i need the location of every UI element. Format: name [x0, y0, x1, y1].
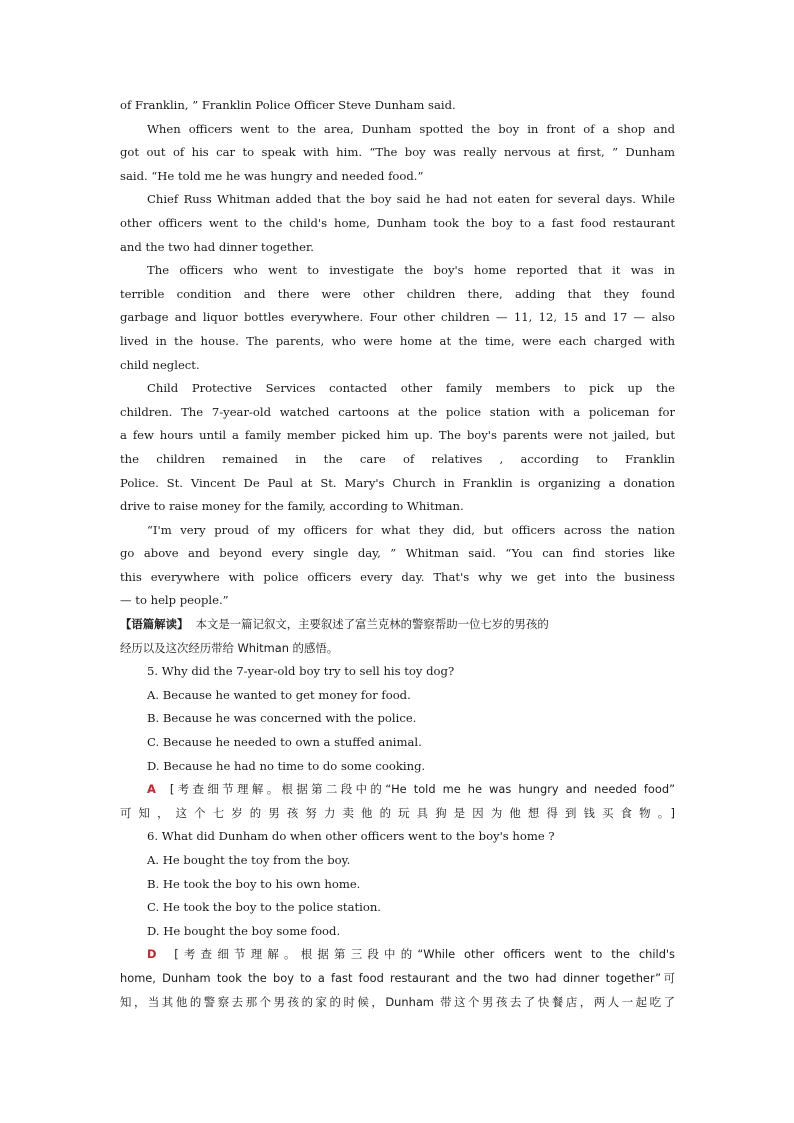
- passage-line: said. “He told me he was hungry and needed food.”: [120, 168, 424, 183]
- answer-option: D. Because he had no time to do some cooking.: [147, 758, 426, 773]
- document-page: [120, 94, 675, 1014]
- reading-note-line-1: [120, 613, 675, 637]
- passage-line: the children remained in the care of relatives , according to Franklin: [120, 451, 675, 466]
- passage-line: Police. St. Vincent De Paul at St. Mary's Church in Franklin is organizing a donation: [120, 475, 675, 490]
- passage-line: a few hours until a family member picked him up. The boy's parents were not jailed, but: [120, 428, 675, 443]
- passage-line: child neglect.: [120, 357, 200, 372]
- answer-option: B. Because he was concerned with the police.: [147, 711, 417, 726]
- reading-note-line-2: 经历以及这次经历带给 Whitman 的感悟。: [120, 640, 339, 655]
- passage-line: — to help people.”: [120, 593, 229, 608]
- answer-option: B. He took the boy to his own home.: [147, 876, 361, 891]
- answer-option: C. Because he needed to own a stuffed animal.: [147, 735, 422, 750]
- passage-line: Chief Russ Whitman added that the boy said he had not eaten for several days. While: [147, 192, 675, 207]
- explanation-line: [120, 778, 675, 802]
- question-block: [120, 660, 675, 825]
- explanation-line: 可知，这个七岁的男孩努力卖他的玩具狗是因为他想得到钱买食物。]: [120, 805, 675, 820]
- answer-option: A. Because he wanted to get money for food.: [147, 687, 411, 702]
- answer-key: A: [147, 782, 156, 797]
- questions: [120, 660, 675, 1014]
- answer-option: C. He took the boy to the police station.: [147, 900, 381, 915]
- passage-line: When officers went to the area, Dunham spotted the boy in front of a shop and: [147, 121, 675, 136]
- passage-line: go above and beyond every single day, ” Whitman said. “You can find stories like: [120, 546, 675, 561]
- explanation-line: home, Dunham took the boy to a fast food restaurant and the two had dinner together”可: [120, 970, 675, 985]
- passage-line: The officers who went to investigate the boy's home reported that it was in: [147, 263, 675, 278]
- passage-line: this everywhere with police officers every day. That's why we get into the business: [120, 569, 675, 584]
- passage-line: garbage and liquor bottles everywhere. Four other children — 11, 12, 15 and 17 — also: [120, 310, 675, 325]
- explanation-line: 知，当其他的警察去那个男孩的家的时候，Dunham 带这个男孩去了快餐店，两人一起吃了: [120, 994, 675, 1009]
- passage-line: terrible condition and there were other children there, adding that they found: [120, 286, 675, 301]
- explanation-line: [120, 943, 675, 967]
- answer-option: A. He bought the toy from the boy.: [147, 853, 351, 867]
- passage-line: Child Protective Services contacted other family members to pick up the: [147, 381, 675, 396]
- explanation-text: [考查细节理解。根据第二段中的“He told me he was hungry and needed food”: [169, 782, 675, 797]
- passage-line: drive to raise money for the family, according to Whitman.: [120, 499, 464, 514]
- passage-line: lived in the house. The parents, who were home at the time, were each charged with: [120, 333, 675, 348]
- passage: [120, 94, 675, 613]
- answer-key: D: [147, 947, 157, 962]
- passage-line: other officers went to the child's home, Dunham took the boy to a fast food restaurant: [120, 215, 675, 230]
- answer-option: D. He bought the boy some food.: [147, 923, 341, 938]
- question-block: [120, 825, 675, 1014]
- passage-line: children. The 7-year-old watched cartoons at the police station with a policeman for: [120, 404, 675, 419]
- passage-line: and the two had dinner together.: [120, 239, 314, 254]
- reading-note-tag: 【语篇解读】: [120, 617, 189, 632]
- passage-line: “I'm very proud of my officers for what they did, but officers across the nation: [147, 522, 675, 537]
- passage-line: got out of his car to speak with him. “The boy was really nervous at first, ” Dunham: [120, 145, 675, 160]
- question-stem: 5. Why did the 7-year-old boy try to sell his toy dog?: [147, 664, 455, 679]
- explanation-text: [考查细节理解。根据第三段中的“While other officers went to the child's: [174, 947, 675, 962]
- passage-line: of Franklin, ” Franklin Police Officer Steve Dunham said.: [120, 98, 456, 112]
- reading-note-text-1: 本文是一篇记叙文，主要叙述了富兰克林的警察帮助一位七岁的男孩的: [195, 617, 549, 632]
- reading-note: [120, 613, 675, 660]
- question-stem: 6. What did Dunham do when other officers went to the boy's home ?: [147, 829, 555, 844]
